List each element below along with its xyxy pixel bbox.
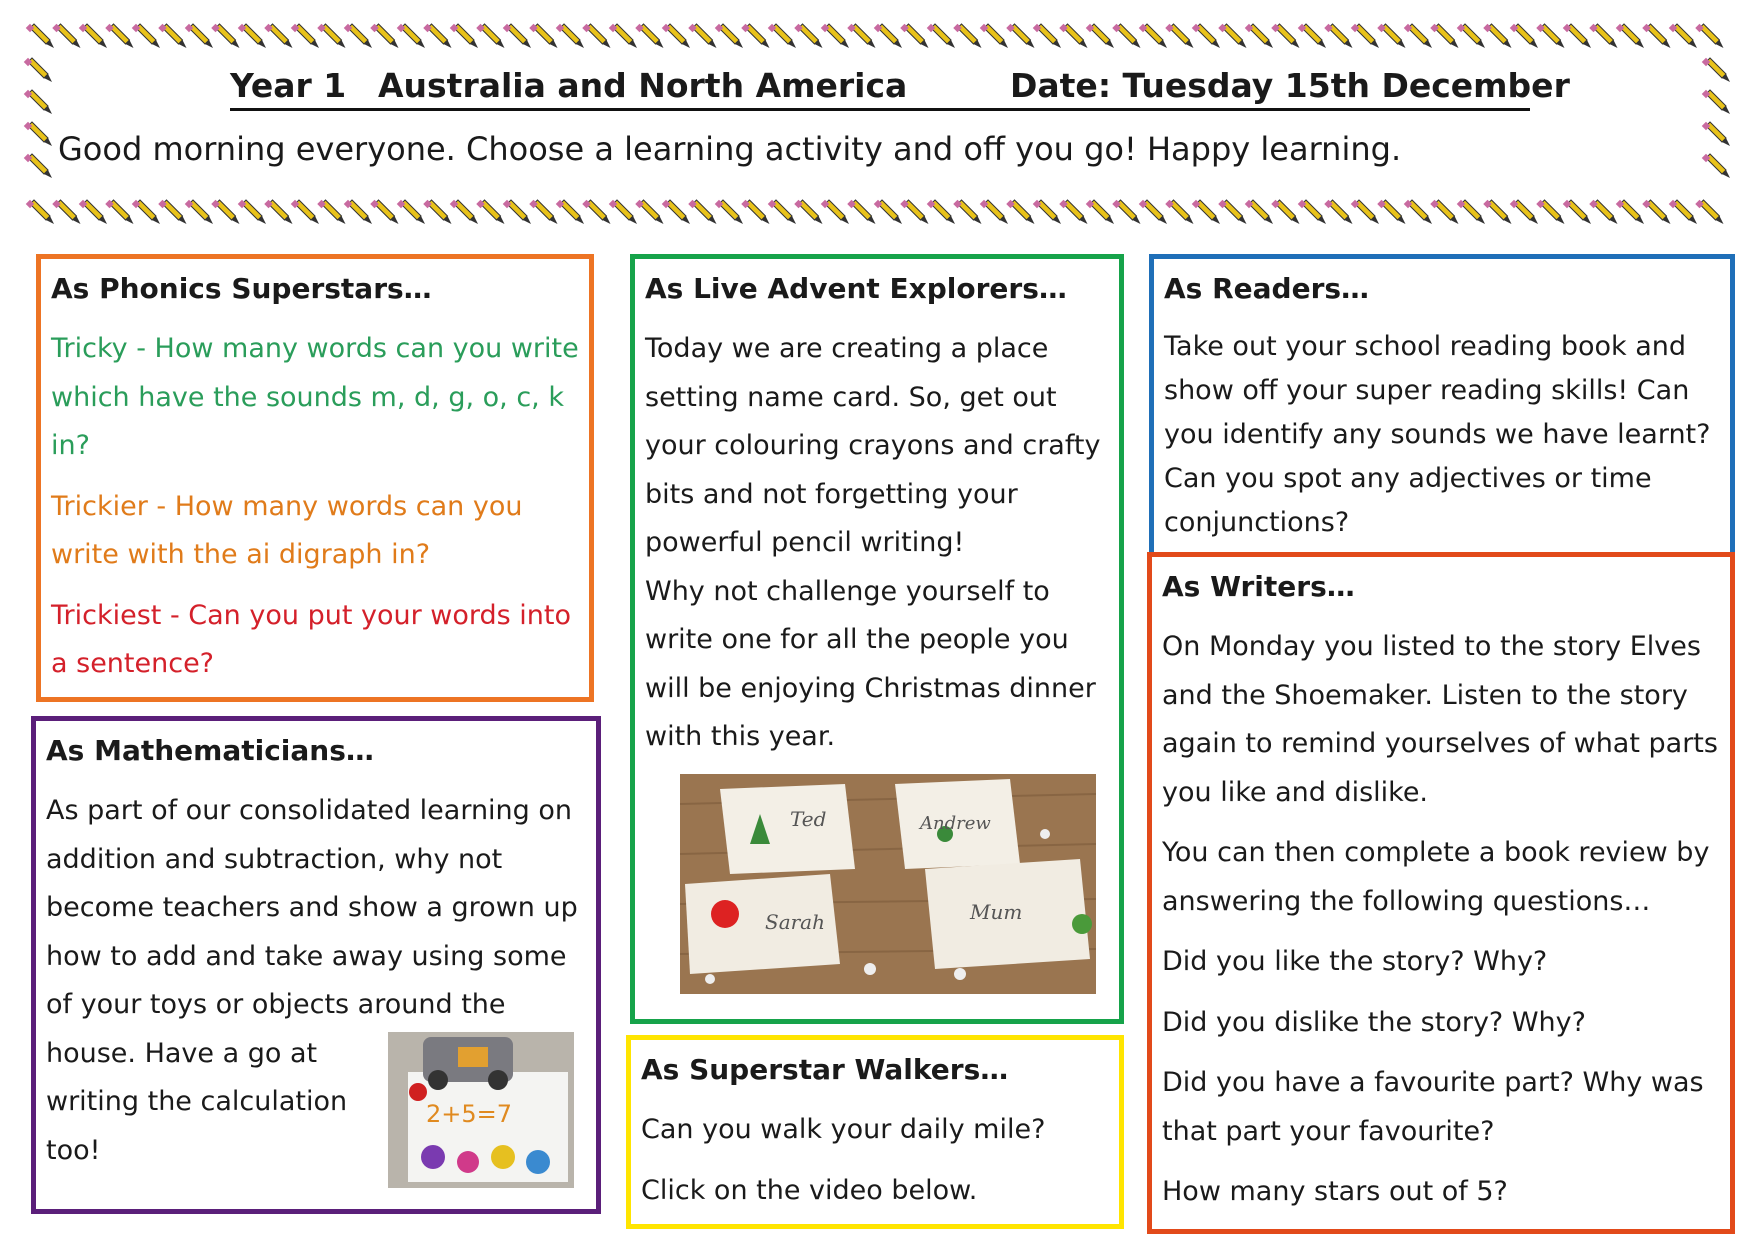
pencil-icon [370,24,398,48]
toys-photo-equation: 2+5=7 [426,1100,513,1128]
pencil-icon [1245,200,1273,224]
pencil-icon [291,200,319,224]
pencil-icon [900,200,928,224]
maths-title: As Mathematicians… [46,734,374,767]
pencil-icon [741,200,769,224]
pencil-icon [1298,200,1326,224]
pencil-icon [1589,200,1617,224]
writers-q1: Did you like the story? Why? [1162,946,1548,977]
pencil-icon [635,24,663,48]
advent-title: As Live Advent Explorers… [645,272,1067,305]
pencil-icon [529,200,557,224]
pencil-icon [1086,200,1114,224]
writers-q2: Did you dislike the story? Why? [1162,1006,1586,1038]
pencil-icon [980,24,1008,48]
pencil-icon [1695,24,1723,48]
pencil-icon [450,24,478,48]
pencil-icon [953,24,981,48]
pencil-icon [264,200,292,224]
pencil-icon [397,24,425,48]
phonics-trickiest: Trickiest - Can you put your words into a sentence? [51,599,572,679]
pencil-icon [1563,200,1591,224]
pencil-icon [344,200,372,224]
readers-box [1149,254,1735,560]
card-ted: Ted [790,807,827,831]
pencil-icon [1139,200,1167,224]
pencil-icon [264,24,292,48]
pencil-icon [1006,200,1034,224]
pencil-icon [1324,24,1352,48]
pencil-icon [529,24,557,48]
pencil-icon [847,24,875,48]
writers-q3: Did you have a favourite part? Why was that part your favourite? [1162,1067,1704,1147]
pencil-icon [1351,200,1379,224]
maths-body-l2: writing the calculation [46,1086,348,1117]
pencil-icon [556,200,584,224]
pencil-icon [158,200,186,224]
card-mum: Mum [970,900,1023,924]
maths-body-l1: house. Have a go at [46,1037,318,1069]
pencil-icon [1006,24,1034,48]
pencil-icon [635,200,663,224]
pencil-icon [132,24,160,48]
toys-photo [388,1032,574,1188]
pencil-icon [1059,200,1087,224]
pencil-icon [609,200,637,224]
pencil-icon [1404,200,1432,224]
pencil-icon [927,200,955,224]
pencil-icon [874,200,902,224]
pencil-icon [1616,24,1644,48]
pencil-icon [52,200,80,224]
pencil-icon [24,90,52,114]
pencil-icon [132,200,160,224]
page-title [230,64,1570,111]
pencil-icon [662,200,690,224]
pencil-icon [24,58,52,82]
pencil-icon [1033,200,1061,224]
pencil-icon [1377,24,1405,48]
pencil-icon [715,200,743,224]
pencil-icon [1192,200,1220,224]
pencil-icon [370,200,398,224]
phonics-title: As Phonics Superstars… [51,272,432,305]
pencil-icon [105,200,133,224]
pencil-icon [1192,24,1220,48]
pencil-icon [1112,24,1140,48]
pencil-icon [1059,24,1087,48]
pencil-icon [317,200,345,224]
writers-p2: You can then complete a book review by answering the following questions… [1162,837,1710,917]
pencil-icon [900,24,928,48]
pencil-icon [1324,200,1352,224]
pencil-icon [927,24,955,48]
pencil-icon [1702,154,1730,178]
advent-body: Today we are creating a place setting name card. So, get out your colouring crayons and crafty bits and not forgetting your powerful pencil writing! [645,333,1101,558]
writers-box [1147,552,1735,1234]
pencil-icon [1483,200,1511,224]
pencil-icon [1245,24,1273,48]
pencil-icon [423,24,451,48]
pencil-icon [185,24,213,48]
pencil-icon [794,200,822,224]
pencil-icon [1642,24,1670,48]
maths-body: As part of our consolidated learning on addition and subtraction, why not become teachers and show a grown up how to add and take away using some of your toys or objects around the [46,795,578,1020]
pencil-border [0,0,1754,240]
pencil-icon [821,200,849,224]
pencil-icon [1033,24,1061,48]
advent-body-2: Why not challenge yourself to write one for all the people you will be enjoying Christmas dinner with this year. [645,575,1096,752]
class-label: Year 1 [230,66,347,105]
pencil-icon [688,24,716,48]
pencil-icon [768,24,796,48]
maths-body-l3: too! [46,1134,101,1166]
pencil-icon [1669,200,1697,224]
pencil-icon [503,24,531,48]
intro-text: Good morning everyone. Choose a learning activity and off you go! Happy learning. [58,130,1402,168]
pencil-icon [105,24,133,48]
pencil-icon [1510,24,1538,48]
pencil-icon [1457,200,1485,224]
pencil-icon [1669,24,1697,48]
pencil-icon [52,24,80,48]
pencil-icon [1483,24,1511,48]
pencil-icon [1351,24,1379,48]
date-label: Date: Tuesday 15th December [1010,66,1570,105]
pencil-icon [1271,200,1299,224]
pencil-icon [238,24,266,48]
pencil-icon [582,200,610,224]
pencil-icon [211,24,239,48]
writers-p1: On Monday you listed to the story Elves and the Shoemaker. Listen to the story again to remind yourselves of what parts you like and dislike. [1162,631,1718,808]
pencil-icon [1702,122,1730,146]
pencil-icon [476,24,504,48]
card-sarah: Sarah [765,910,825,934]
readers-title: As Readers… [1164,272,1370,305]
pencil-icon [79,24,107,48]
pencil-icon [1404,24,1432,48]
pencil-icon [953,200,981,224]
pencil-icon [821,24,849,48]
pencil-icon [1642,200,1670,224]
walkers-box [626,1035,1124,1229]
pencil-icon [238,200,266,224]
pencil-icon [476,200,504,224]
pencil-icon [158,24,186,48]
pencil-icon [1165,200,1193,224]
pencil-icon [980,200,1008,224]
pencil-icon [291,24,319,48]
walkers-title: As Superstar Walkers… [641,1053,1009,1086]
pencil-icon [1536,24,1564,48]
name-cards-photo [680,774,1096,994]
writers-title: As Writers… [1162,570,1355,603]
pencil-icon [1377,200,1405,224]
pencil-icon [1112,200,1140,224]
class-name: Australia and North America [378,66,908,105]
pencil-icon [1298,24,1326,48]
phonics-trickier: Trickier - How many words can you write with the ai digraph in? [51,490,523,570]
pencil-icon [79,200,107,224]
pencil-icon [1430,24,1458,48]
pencil-icon [1695,200,1723,224]
walkers-line1: Can you walk your daily mile? [641,1114,1046,1145]
pencil-icon [344,24,372,48]
pencil-icon [768,200,796,224]
pencil-icon [741,24,769,48]
pencil-icon [582,24,610,48]
pencil-icon [874,24,902,48]
pencil-icon [26,24,54,48]
pencil-icon [1086,24,1114,48]
pencil-icon [1165,24,1193,48]
pencil-icon [794,24,822,48]
pencil-icon [1563,24,1591,48]
phonics-tricky: Tricky - How many words can you write which have the sounds m, d, g, o, c, k in? [51,333,579,461]
pencil-icon [1702,58,1730,82]
pencil-icon [1218,24,1246,48]
card-andrew: Andrew [920,813,991,834]
pencil-icon [24,154,52,178]
pencil-icon [450,200,478,224]
pencil-icon [715,24,743,48]
pencil-icon [1616,200,1644,224]
pencil-icon [1536,200,1564,224]
pencil-icon [1271,24,1299,48]
pencil-icon [1139,24,1167,48]
pencil-icon [211,200,239,224]
pencil-icon [397,200,425,224]
pencil-icon [662,24,690,48]
pencil-icon [1510,200,1538,224]
pencil-icon [423,200,451,224]
pencil-icon [26,200,54,224]
pencil-icon [1457,24,1485,48]
pencil-icon [24,122,52,146]
pencil-icon [688,200,716,224]
pencil-icon [1218,200,1246,224]
pencil-icon [847,200,875,224]
pencil-icon [317,24,345,48]
pencil-icon [503,200,531,224]
pencil-icon [1430,200,1458,224]
readers-body: Take out your school reading book and show off your super reading skills! Can you identify any sounds we have learnt? Can you spot any adjectives or time conjunctions? [1164,331,1711,538]
pencil-icon [1702,90,1730,114]
phonics-box [36,254,594,702]
pencil-icon [185,200,213,224]
pencil-icon [556,24,584,48]
walkers-line2: Click on the video below. [641,1174,978,1206]
pencil-icon [1589,24,1617,48]
writers-q4: How many stars out of 5? [1162,1176,1508,1207]
pencil-icon [609,24,637,48]
